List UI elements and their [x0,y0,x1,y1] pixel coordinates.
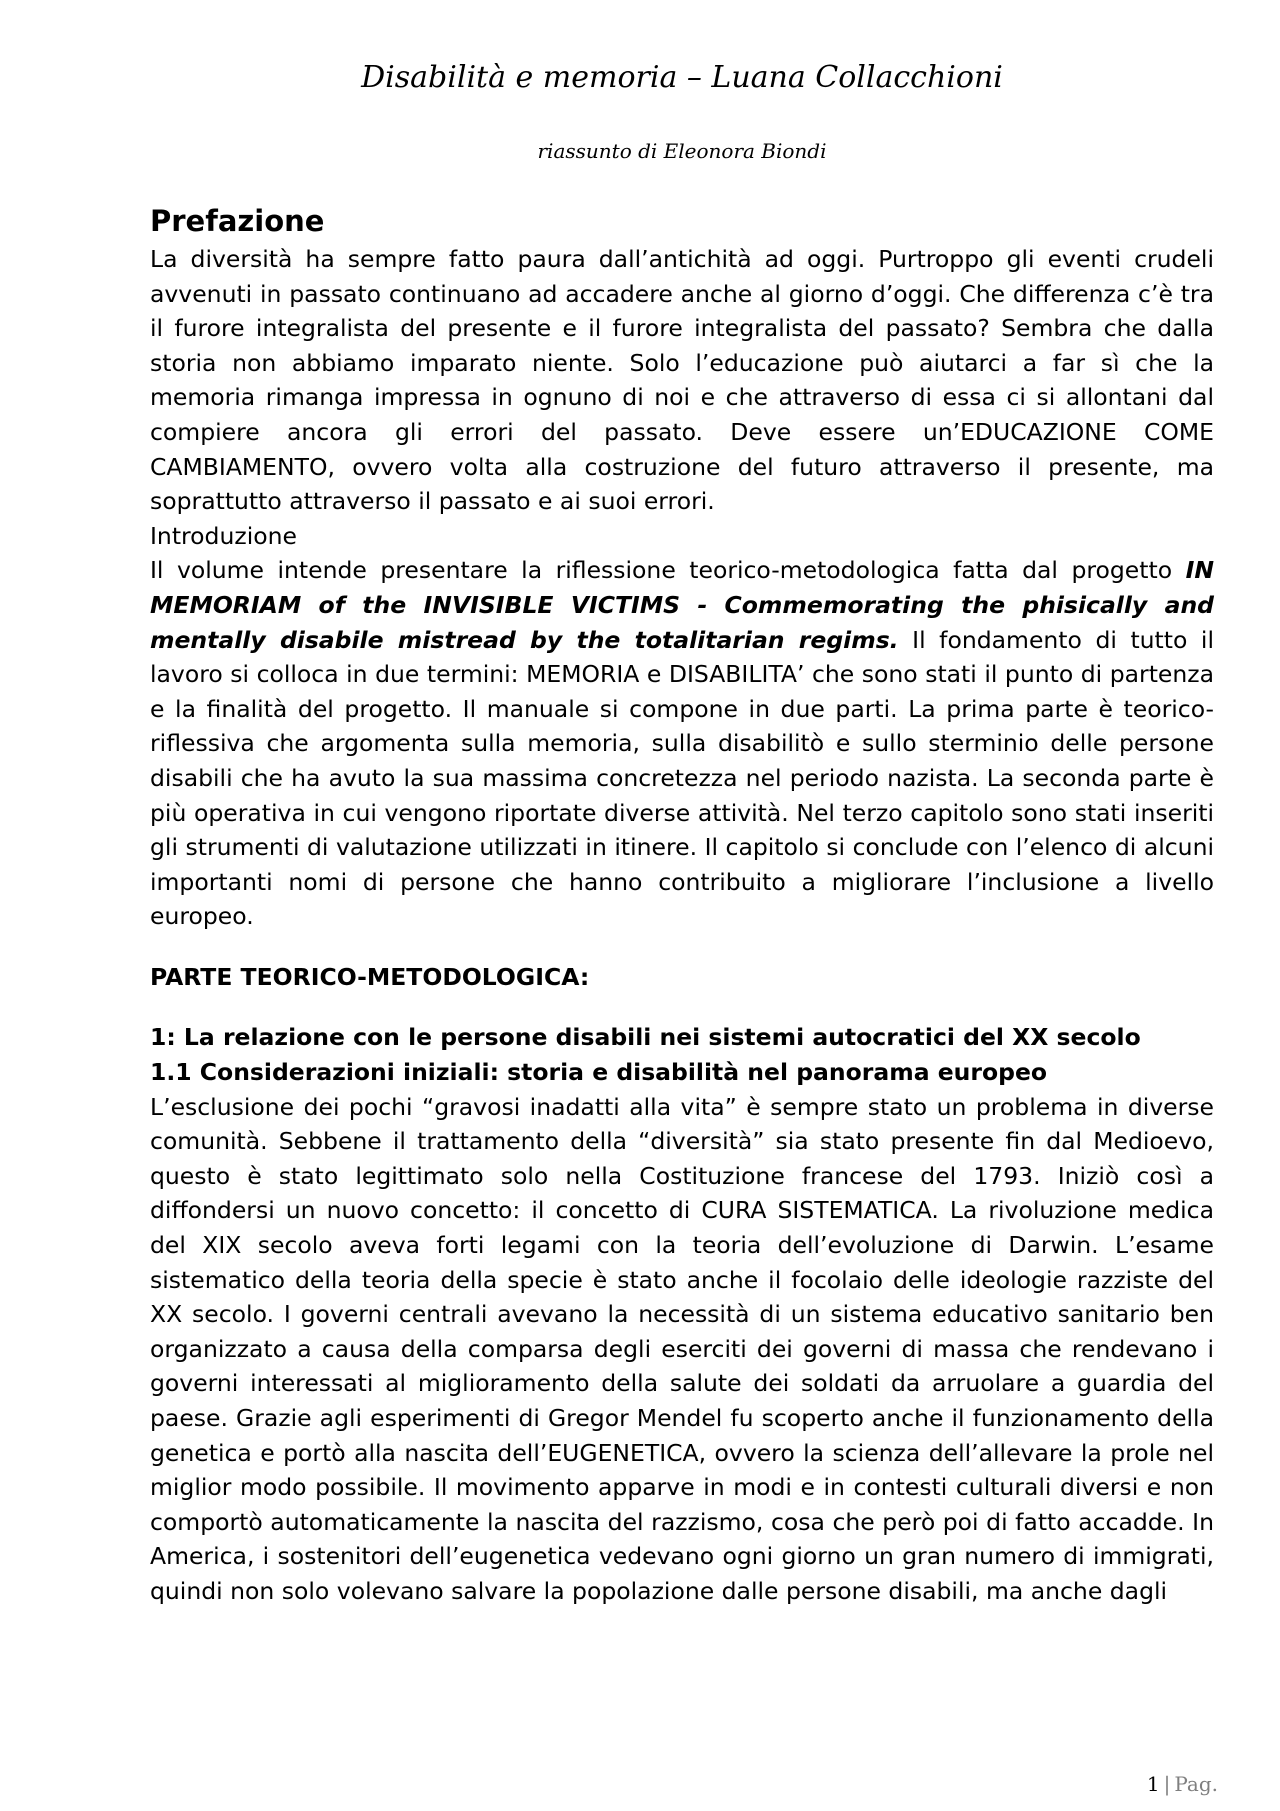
paragraph-section-1-1: L’esclusione dei pochi “gravosi inadatti alla vita” è sempre stato un problema in diverse comunità. Sebbene il trattamento della “diversità” sia stato presente fin dal Medioevo, questo è stato legittimato solo nella Costituzione francese del 1793. Iniziò così a diffondersi un nuovo concetto: il concetto di CURA SISTEMATICA. La rivoluzione medica del XIX secolo aveva forti legami con la teoria dell’evoluzione di Darwin. L’esame sistematico della teoria della specie è stato anche il focolaio delle ideologie razziste del XX secolo. I governi centrali avevano la necessità di un sistema educativo sanitario ben organizzato a causa della comparsa degli eserciti dei governi di massa che rendevano i governi interessati al miglioramento della salute dei soldati da arruolare a guardia del paese. Grazie agli esperimenti di Gregor Mendel fu scoperto anche il funzionamento della genetica e portò alla nascita dell’EUGENETICA, ovvero la scienza dell’allevare la prole nel miglior modo possibile. Il movimento apparve in modi e in contesti culturali diversi e non comportò automaticamente la nascita del razzismo, cosa che però poi di fatto accadde. In America, i sostenitori dell’eugenetica vedevano ogni giorno un gran numero di immigrati, quindi non solo volevano salvare la popolazione dalle persone disabili, ma anche dagli [150,1092,1214,1605]
page-footer [1147,1771,1218,1797]
heading-chapter-1: 1: La relazione con le persone disabili nei sistemi autocratici del XX secolo [150,1023,1141,1052]
spacer [150,994,1214,1020]
page-number: 1 [1146,1772,1160,1796]
introduzione-lead: Il volume intende presentare la riflessione teorico-metodologica fatta dal progetto [150,556,1173,585]
heading-parte: PARTE TEORICO-METODOLOGICA: [150,962,590,991]
document-subtitle: riassunto di Eleonora Biondi [537,139,827,163]
footer-separator: | [1163,1772,1171,1796]
heading-introduzione: Introduzione [150,521,297,550]
page-label: Pag. [1174,1772,1218,1796]
paragraph-introduzione [150,553,1214,934]
heading-section-1-1: 1.1 Considerazioni iniziali: storia e disabilità nel panorama europeo [150,1058,1048,1087]
project-title: IN MEMORIAM of the INVISIBLE VICTIMS - Commemorating the phisically and mentally disabile mistread by the totalitarian regims. [150,556,1214,654]
introduzione-rest: Il fondamento di tutto il lavoro si colloca in due termini: MEMORIA e DISABILITA’ che sono stati il punto di partenza e la finalità del progetto. Il manuale si compone in due parti. La prima parte è teorico-riflessiva che argomenta sulla memoria, sulla disabilitò e sullo sterminio delle persone disabili che ha avuto la sua massima concretezza nel periodo nazista. La seconda parte è più operativa in cui vengono riportate diverse attività. Nel terzo capitolo sono stati inseriti gli strumenti di valutazione utilizzati in itinere. Il capitolo si conclude con l’elenco di alcuni importanti nomi di persone che hanno contribuito a migliorare l’inclusione a livello europeo. [150,625,1214,931]
paragraph-prefazione: La diversità ha sempre fatto paura dall’antichità ad oggi. Purtroppo gli eventi crudeli avvenuti in passato continuano ad accadere anche al giorno d’oggi. Che differenza c’è tra il furore integralista del presente e il furore integralista del passato? Sembra che dalla storia non abbiamo imparato niente. Solo l’educazione può aiutarci a far sì che la memoria rimanga impressa in ognuno di noi e che attraverso di essa ci si allontani dal compiere ancora gli errori del passato. Deve essere un’EDUCAZIONE COME CAMBIAMENTO, ovvero volta alla costruzione del futuro attraverso il presente, ma soprattutto attraverso il passato e ai suoi errori. [150,245,1214,516]
heading-prefazione: Prefazione [150,204,325,238]
document-title: Disabilità e memoria – Luana Collacchioni [361,60,1003,95]
document-body [150,200,1214,1609]
spacer [150,934,1214,960]
